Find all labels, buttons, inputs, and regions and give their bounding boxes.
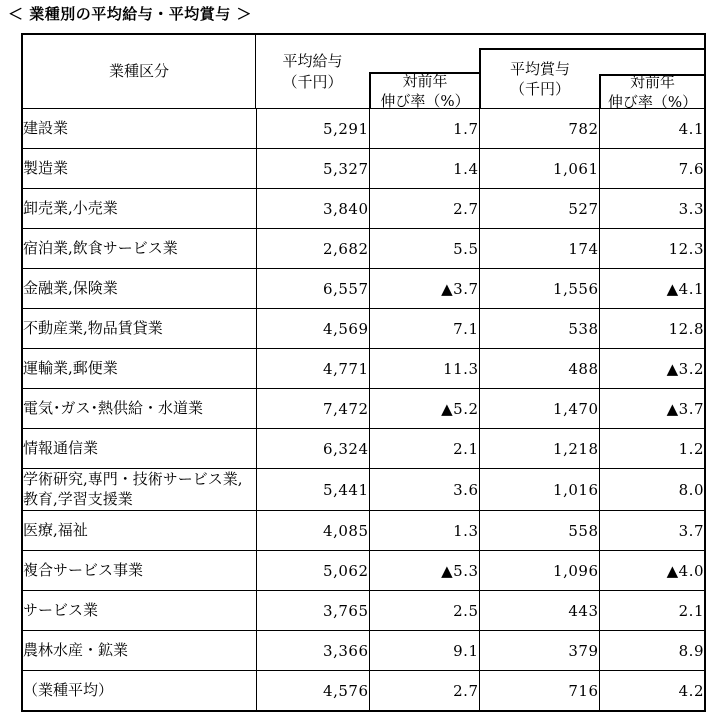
- header-bonus-yoy-growth: 対前年 伸び率（%）: [599, 74, 704, 108]
- salary-growth-cell: 11.3: [369, 349, 479, 389]
- industry-cell: 医療,福祉: [23, 511, 256, 551]
- salary-growth-cell: ▲5.3: [369, 551, 479, 591]
- bonus-cell: 538: [479, 309, 599, 349]
- table-row: [23, 109, 704, 149]
- bonus-growth-cell: 12.8: [599, 309, 704, 349]
- industry-cell: （業種平均）: [23, 671, 256, 711]
- salary-cell: 4,569: [256, 309, 369, 349]
- salary-cell: 3,366: [256, 631, 369, 671]
- bonus-cell: 1,016: [479, 469, 599, 511]
- bonus-cell: 379: [479, 631, 599, 671]
- table-row: [23, 469, 704, 511]
- salary-growth-cell: ▲3.7: [369, 269, 479, 309]
- header-average-bonus: 平均賞与 （千円）: [509, 59, 570, 98]
- salary-cell: 5,441: [256, 469, 369, 511]
- bonus-growth-cell: 8.9: [599, 631, 704, 671]
- salary-cell: 7,472: [256, 389, 369, 429]
- industry-cell: 運輸業,郵便業: [23, 349, 256, 389]
- salary-growth-cell: 9.1: [369, 631, 479, 671]
- bonus-growth-cell: 4.2: [599, 671, 704, 711]
- table-row: [23, 229, 704, 269]
- salary-cell: 5,062: [256, 551, 369, 591]
- header-average-salary: 平均給与 （千円）: [282, 52, 343, 91]
- industry-cell: 建設業: [23, 109, 256, 149]
- bonus-growth-cell: 4.1: [599, 109, 704, 149]
- salary-cell: 6,324: [256, 429, 369, 469]
- industry-cell: 卸売業,小売業: [23, 189, 256, 229]
- industry-cell: 複合サービス事業: [23, 551, 256, 591]
- industry-cell: 農林水産・鉱業: [23, 631, 256, 671]
- header-industry: 業種区分: [23, 35, 256, 108]
- salary-growth-cell: 2.1: [369, 429, 479, 469]
- salary-growth-cell: 3.6: [369, 469, 479, 511]
- industry-cell: 金融業,保険業: [23, 269, 256, 309]
- table-row: [23, 631, 704, 671]
- bonus-growth-cell: 12.3: [599, 229, 704, 269]
- industry-cell: 電気･ガス･熱供給・水道業: [23, 389, 256, 429]
- salary-bonus-table: [21, 33, 706, 712]
- salary-cell: 5,291: [256, 109, 369, 149]
- salary-cell: 4,771: [256, 349, 369, 389]
- salary-growth-cell: 2.7: [369, 671, 479, 711]
- salary-cell: 2,682: [256, 229, 369, 269]
- industry-cell: 不動産業,物品賃貸業: [23, 309, 256, 349]
- bonus-growth-cell: 7.6: [599, 149, 704, 189]
- bonus-cell: 782: [479, 109, 599, 149]
- table-row: [23, 389, 704, 429]
- bonus-cell: 1,218: [479, 429, 599, 469]
- bonus-cell: 1,096: [479, 551, 599, 591]
- table-row: [23, 591, 704, 631]
- bonus-cell: 558: [479, 511, 599, 551]
- industry-cell: 宿泊業,飲食サービス業: [23, 229, 256, 269]
- header-bonus-group: [479, 48, 704, 111]
- bonus-growth-cell: 3.7: [599, 511, 704, 551]
- bonus-cell: 1,061: [479, 149, 599, 189]
- table-row: [23, 429, 704, 469]
- salary-cell: 5,327: [256, 149, 369, 189]
- bonus-growth-cell: ▲4.1: [599, 269, 704, 309]
- salary-growth-cell: 1.7: [369, 109, 479, 149]
- bonus-growth-cell: 1.2: [599, 429, 704, 469]
- salary-cell: 3,765: [256, 591, 369, 631]
- bonus-growth-cell: 2.1: [599, 591, 704, 631]
- bonus-cell: 174: [479, 229, 599, 269]
- industry-cell: 情報通信業: [23, 429, 256, 469]
- bonus-cell: 488: [479, 349, 599, 389]
- table-row: [23, 189, 704, 229]
- salary-growth-cell: 2.7: [369, 189, 479, 229]
- page-title: ＜ 業種別の平均給与・平均賞与 ＞: [8, 5, 252, 23]
- table-body: [23, 109, 704, 710]
- salary-cell: 4,085: [256, 511, 369, 551]
- table-row: [23, 671, 704, 711]
- salary-growth-cell: 1.4: [369, 149, 479, 189]
- bonus-cell: 443: [479, 591, 599, 631]
- table-row: [23, 309, 704, 349]
- table-row: [23, 349, 704, 389]
- salary-cell: 3,840: [256, 189, 369, 229]
- table-row: [23, 551, 704, 591]
- table-row: [23, 511, 704, 551]
- industry-cell: 学術研究,専門・技術サービス業, 教育,学習支援業: [23, 469, 256, 511]
- salary-growth-cell: 1.3: [369, 511, 479, 551]
- bonus-growth-cell: 3.3: [599, 189, 704, 229]
- industry-cell: サービス業: [23, 591, 256, 631]
- bonus-cell: 1,470: [479, 389, 599, 429]
- bonus-cell: 1,556: [479, 269, 599, 309]
- salary-cell: 4,576: [256, 671, 369, 711]
- bonus-growth-cell: ▲3.7: [599, 389, 704, 429]
- bonus-cell: 716: [479, 671, 599, 711]
- salary-cell: 6,557: [256, 269, 369, 309]
- salary-growth-cell: ▲5.2: [369, 389, 479, 429]
- bonus-growth-cell: 8.0: [599, 469, 704, 511]
- industry-cell: 製造業: [23, 149, 256, 189]
- table-row: [23, 149, 704, 189]
- header-salary-yoy-growth: 対前年 伸び率（%）: [369, 72, 479, 108]
- salary-growth-cell: 5.5: [369, 229, 479, 269]
- table-header: [23, 35, 704, 109]
- bonus-cell: 527: [479, 189, 599, 229]
- bonus-growth-cell: ▲3.2: [599, 349, 704, 389]
- bonus-growth-cell: ▲4.0: [599, 551, 704, 591]
- salary-growth-cell: 2.5: [369, 591, 479, 631]
- salary-growth-cell: 7.1: [369, 309, 479, 349]
- table-row: [23, 269, 704, 309]
